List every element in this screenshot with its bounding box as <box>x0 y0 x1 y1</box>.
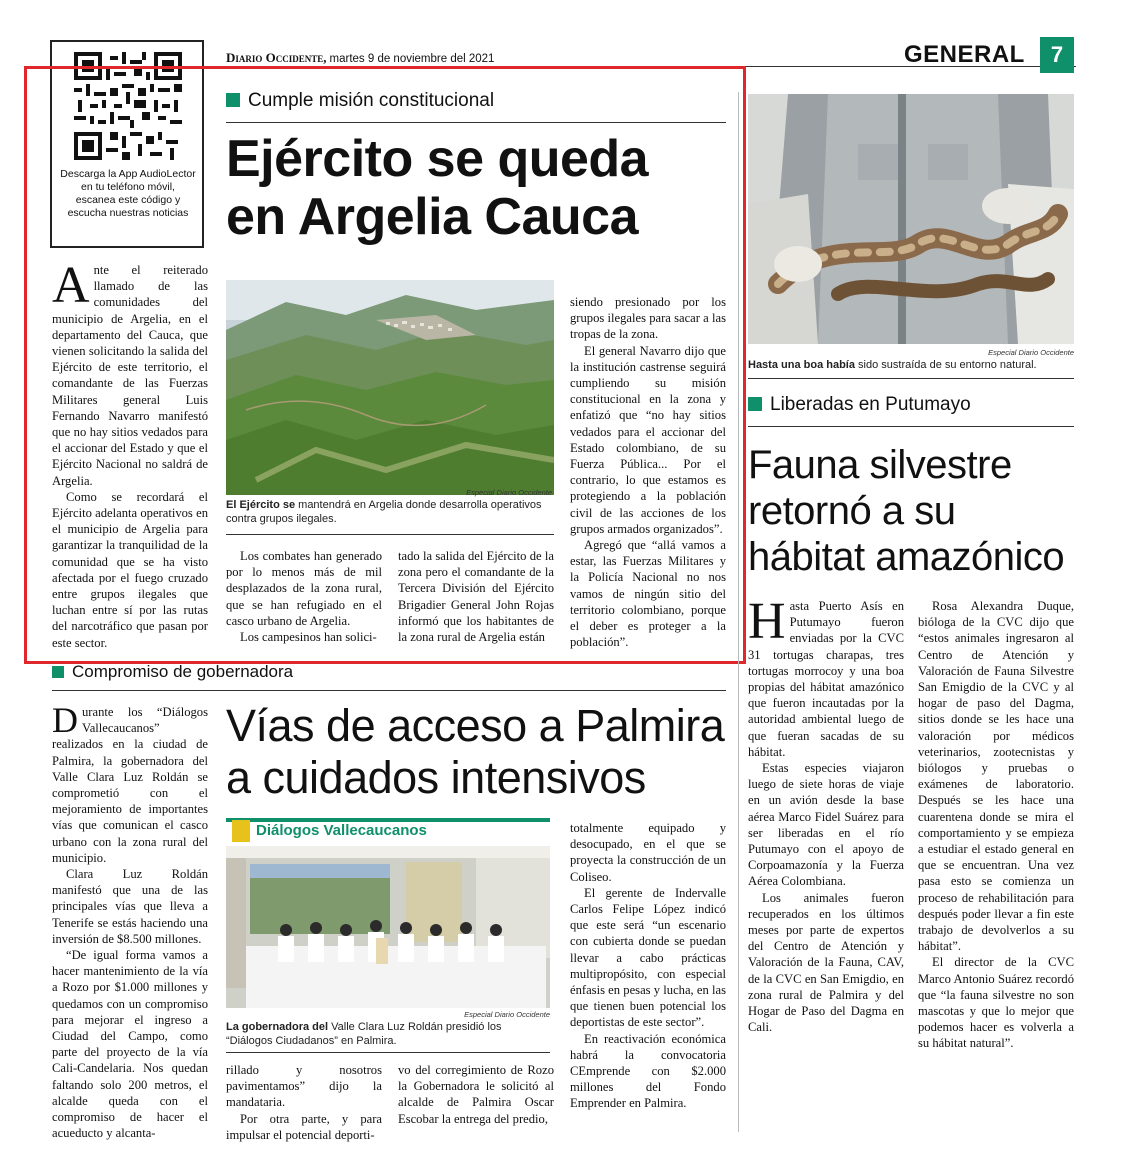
kicker-square-icon <box>52 666 64 678</box>
article3-headline-line1: Fauna silvestre <box>748 443 1012 487</box>
article1-photo-caption: El Ejército se mantendrá en Argelia donde desarrolla operativos contra grupos ilegales. <box>226 499 542 525</box>
column-divider <box>738 92 739 1132</box>
article2-column1: Durante los “Diálogos Vallecaucanos” realizados en la ciudad de Palmira, la gobernadora del Valle Clara Luz Roldán se comprometió con el mejoramiento de importantes vías que comunican el casco urbano con la zona rural del municipio. Clara Luz Roldán manifestó que una de las principales vías que lleva a Tenerife se estás haciendo una inversión de $8.500 millones. “De igual forma vamos a hacer mantenimiento de la vía a Rozo por $1.000 millones y quedamos con un compromiso para mejorar el ingreso a Ciudad del Campo, como parte del proyecto de la vía Cali-Candelaria. Nos quedan faltando solo 200 metros, el alcalde queda con el compromiso de hacer el acueducto y alcanta- <box>52 700 208 1141</box>
event-stage-image <box>226 818 550 1008</box>
article1-headline-line1: Ejército se queda <box>226 130 649 188</box>
article3-kicker: Liberadas en Putumayo <box>748 394 971 416</box>
article2-photo <box>226 818 550 1008</box>
article1-column2: Los combates han generado por lo menos más de mil desplazados de la zona rural, que se han refugiado en el casco urbano de Argelia. Los campesinos han solici- <box>226 549 382 645</box>
article2-photo-credit: Especial Diario Occidente <box>464 1010 550 1019</box>
article3-column2: Rosa Alexandra Duque, bióloga de la CVC dijo que “estos animales ingresaron al Centro de Atención y Valoración de Fauna Silvestre San Emigdio de la CVC y al hogar de paso del Dagma, sitios donde se les hace una valoración por médicos veterinarios, zootecnistas y biólogos y pruebas o exámenes de laboratorio. Después se les hace una cuarentena donde se mira el comportamiento y se empieza a estudiar el estado general en que se encuentran. Una vez pasa esto se comienza un proceso de rehabilitación para después poder llevar a fin este trabajo de devolverlos a su hábitat”. El director de la CVC Marco Antonio Suárez recordó que “la fauna silvestre no son mascotas y que lo mejor que podemos hacer es volverla a su hábitat natural”. <box>918 599 1074 1051</box>
article3-headline-line3: hábitat amazónico <box>748 535 1065 579</box>
article1-kicker: Cumple misión constitucional <box>226 90 494 112</box>
article3-headline <box>748 442 1078 580</box>
article2-column2: rillado y nosotros pavimentamos” dijo la mandataria. Por otra parte, y para impulsar el potencial deporti- <box>226 1063 382 1142</box>
article1-dropcap: A <box>52 257 90 314</box>
article3-kicker-rule <box>748 426 1074 427</box>
article2-kicker: Compromiso de gobernadora <box>52 662 293 682</box>
photo-banner-text: Diálogos Vallecaucanos <box>256 822 427 839</box>
article2-kicker-rule <box>52 690 726 691</box>
article2-photo-caption: La gobernadora del Valle Clara Luz Roldán presidió los “Diálogos Ciudadanos” en Palmira. <box>226 1021 502 1047</box>
issue-date: martes 9 de noviembre del 2021 <box>329 53 495 65</box>
kicker-square-icon <box>748 397 762 411</box>
article2-column3: vo del corregimiento de Rozo la Gobernadora le solicitó al alcalde de Palmira Oscar Escobar la entrega del predio, <box>398 1063 554 1126</box>
section-title: GENERAL <box>904 41 1025 68</box>
highlight-frame <box>24 66 746 664</box>
article3-column1: Hasta Puerto Asís en Putumayo fueron enviadas por la CVC 31 tortugas charapas, tres tortugas morrocoy y una boa propias del hábitat amazónico que fueron incautadas por la autoridad ambiental luego de que fueran sacadas de su hábitat. Estas especies viajaron luego de siete horas de viaje en un avión desde la base aérea Marco Fidel Suárez para ser liberadas en el río Putumayo con el apoyo de Corpoamazonía y la Fuerza Aérea Colombiana. Los animales fueron recuperados en los últimos meses por parte de expertos del Centro de Atención y Valoración de la Fauna, CAV, de la CVC en San Emigdio, en zona rural de Palmira y del Hogar de Paso del Dagma en Cali. <box>748 593 904 1035</box>
article1-column4: siendo presionado por los grupos ilegales para sacar a las tropas de la zona. El general Navarro dijo que la institución castrense seguirá cumpliendo su misión constitucional en la zona y enfatizó que “no hay sitios vedados para el accionar del Estado colombiano, de su Fuerza Pública... Por el contrario, lo que estamos es protegiendo a la población civil de las acciones de los grupos armados organizados”. Agregó que “allá vamos a estar, las Fuerzas Militares y la Policía Nacional no nos vamos de ningún sitio del territorio colombiano, porque el deber es proteger a la población”. <box>570 295 726 650</box>
page-number: 7 <box>1050 42 1064 67</box>
page-number-badge <box>1040 37 1074 73</box>
qr-instructions: Descarga la App AudioLector en tu teléfono móvil, escanea este código y escucha nuestras noticias <box>60 168 196 219</box>
article3-photo <box>748 94 1074 344</box>
article3-photo-credit: Especial Diario Occidente <box>988 348 1074 357</box>
article2-headline-line2: a cuidados intensivos <box>226 752 646 803</box>
article3-dropcap: H <box>748 593 786 650</box>
article2-caption-rule <box>226 1052 550 1053</box>
article3-photo-caption: Hasta una boa había sido sustraída de su entorno natural. <box>748 359 1037 371</box>
masthead <box>226 50 726 66</box>
article2-headline-line1: Vías de acceso a Palmira <box>226 700 725 751</box>
article1-headline-line2: en Argelia Cauca <box>226 188 639 246</box>
paper-name: Diario Occidente, <box>226 50 327 65</box>
article1-column3: tado la salida del Ejército de la zona pero el comandante de la Tercera División del Ejército Brigadier General John Rojas informó que los habitantes de la zona rural de Argelia están <box>398 549 554 645</box>
article2-column4: totalmente equipado y desocupado, en el que se proyecta la construcción de un Coliseo. El gerente de Indervalle Carlos Felipe López indicó que este será “un escenario con cubierta donde se puedan llevar a cabo prácticas multipropósito, con especial énfasis en pesas y lucha, en las que tienen buen potencial los deportistas de este sector”. En reactivación económica habrá la convocatoria CEmprende con $2.000 millones del Fondo Emprender en Palmira. <box>570 821 726 1111</box>
article3-headline-line2: retornó a su <box>748 489 956 533</box>
article2-headline <box>226 700 726 804</box>
article3-caption-rule <box>748 378 1074 379</box>
boa-snake-image <box>748 94 1074 344</box>
article1-photo-credit: Especial Diario Occidente <box>466 488 552 497</box>
article1-column1: Ante el reiterado llamado de las comunidades del municipio de Argelia, en el departamento del Cauca, que vienen solicitando la salida del Ejército de este territorio, el comandante de las Fuerzas Militares general Luis Fernando Navarro manifestó que no hay sitios vedados para el accionar del Estado y que el Ejército Nacional no saldrá de Argelia. Como se recordará el Ejército adelanta operativos en el municipio de Argelia para garantizar la tranquilidad de la comunidad que se ha visto afectada por el fuego cruzado entre grupos ilegales que luchan entre sí por las rutas del narcotráfico que pasan por este sector. <box>52 257 208 650</box>
article2-dropcap: D <box>52 700 78 740</box>
